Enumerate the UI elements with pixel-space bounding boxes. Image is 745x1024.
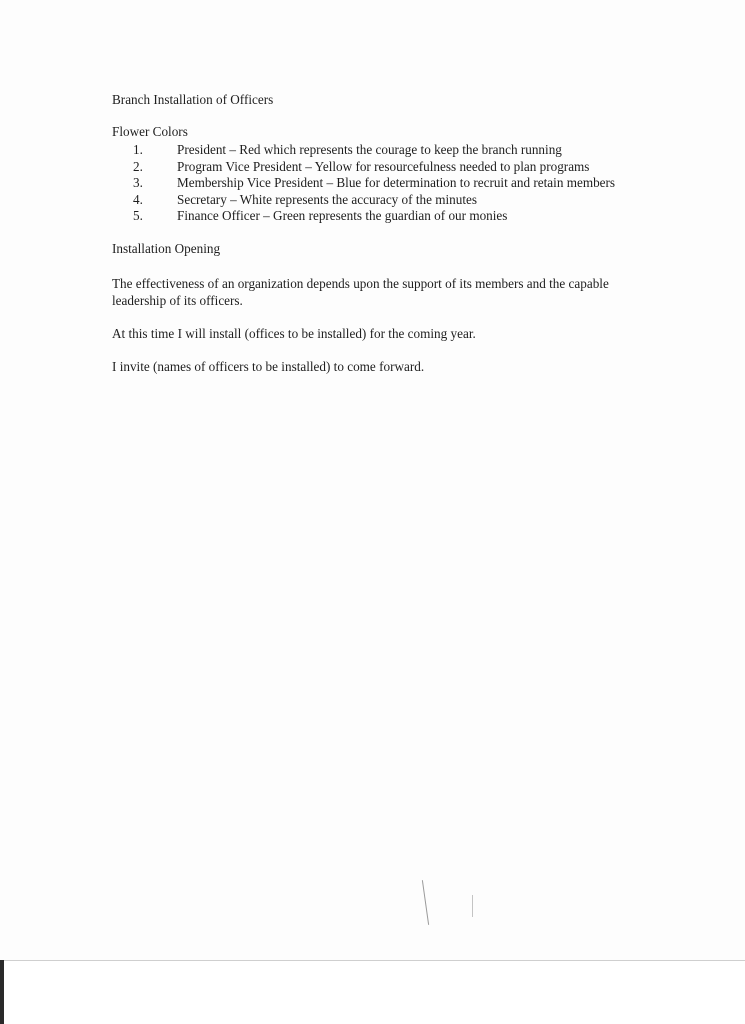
list-item-text: President – Red which represents the courage to keep the branch running [177,142,562,157]
document-title: Branch Installation of Officers [112,92,274,107]
list-item [112,175,672,192]
list-item-number: 1. [133,142,143,157]
list-item [112,208,672,225]
paragraph: The effectiveness of an organization depends upon the support of its members and the capable leadership of its officers. [112,275,609,308]
list-item [112,159,672,176]
list-item-text: Finance Officer – Green represents the guardian of our monies [177,208,508,223]
list-item-number: 2. [133,158,143,174]
paragraph: I invite (names of officers to be installed) to come forward. [112,358,425,374]
document-body [112,92,672,391]
scan-lower-strip [0,961,745,1024]
list-item-text: Secretary – White represents the accuracy of the minutes [177,191,478,207]
flower-colors-heading: Flower Colors [112,124,188,139]
list-item-text: Program Vice President – Yellow for resourcefulness needed to plan programs [177,158,590,174]
scan-artifact-mark [422,880,429,925]
installation-opening-heading: Installation Opening [112,240,221,256]
list-item-number: 3. [133,175,143,190]
flower-colors-list [112,142,672,225]
paragraph: At this time I will install (offices to be installed) for the coming year. [112,325,476,341]
list-item [112,192,672,209]
list-item [112,142,672,159]
list-item-number: 5. [133,208,143,223]
scan-edge-shadow [0,960,4,1024]
list-item-text: Membership Vice President – Blue for determination to recruit and retain members [177,175,616,190]
scan-artifact-mark [472,895,473,917]
list-item-number: 4. [133,191,143,207]
